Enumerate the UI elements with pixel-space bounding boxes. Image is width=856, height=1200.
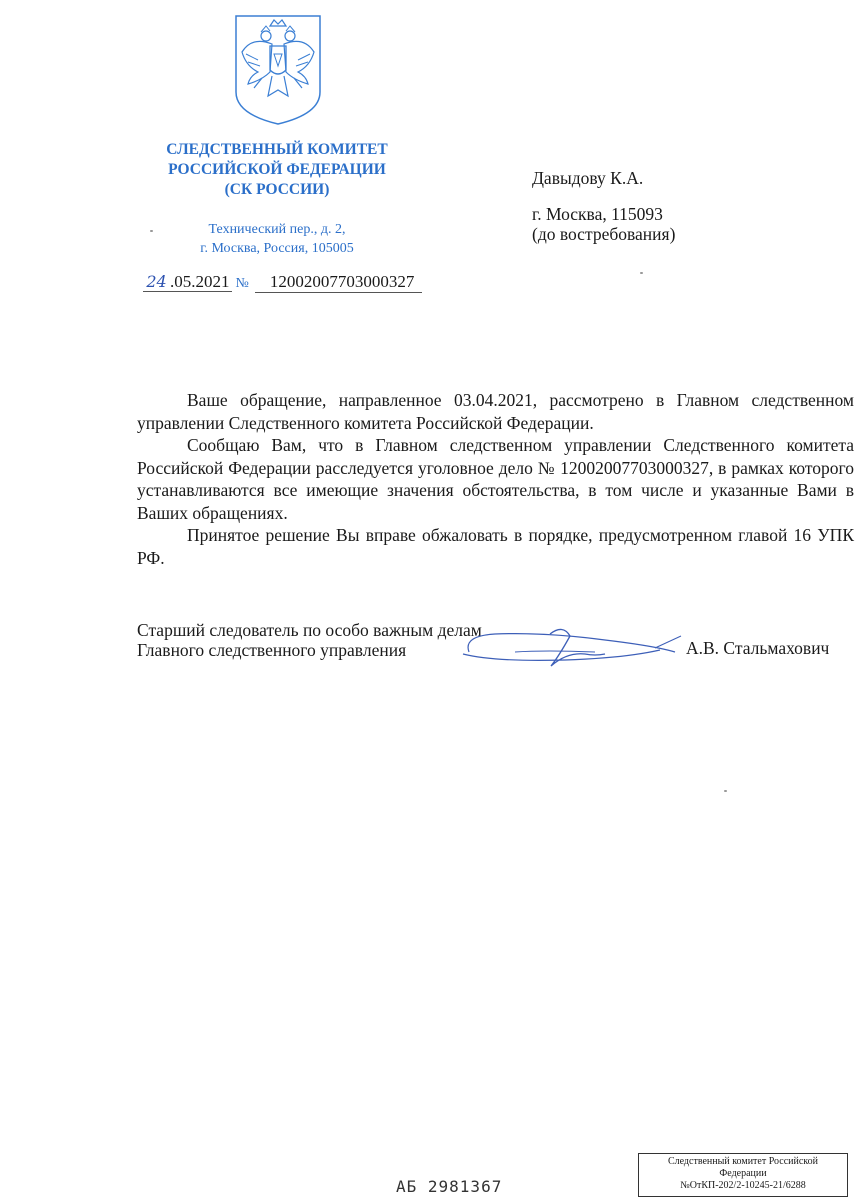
date-month-year: .05.2021 <box>170 272 230 291</box>
recipient-note: (до востребования) <box>532 224 676 244</box>
letter-body <box>137 389 854 569</box>
body-paragraph: Сообщаю Вам, что в Главном следственном управлении Следственного комитета Российской Федерации расследуется уголовное дело № 12002007703000327, в рамках которого устанавливаются все имеющие значения обстоятельства, в том числе и указанные Вами в Ваших обращениях. <box>137 435 854 523</box>
address-line-2: г. Москва, Россия, 105005 <box>200 241 354 256</box>
signer-position-line-1: Старший следователь по особо важным делам <box>137 620 482 640</box>
signer-position-line-2: Главного следственного управления <box>137 640 407 660</box>
signer-position <box>137 620 482 660</box>
org-line-1: СЛЕДСТВЕННЫЙ КОМИТЕТ <box>166 141 388 158</box>
handwritten-signature <box>455 622 685 674</box>
body-paragraph: Ваше обращение, направленное 03.04.2021, рассмотрено в Главном следственном управлении Следственного комитета Российской Федерации. <box>137 390 854 433</box>
date-day-handwritten: 24 <box>143 273 170 292</box>
organization-name <box>130 140 424 200</box>
stamp-line-3: №ОтКП-202/2-10245-21/6288 <box>680 1180 806 1191</box>
org-line-3: (СК РОССИИ) <box>224 181 330 198</box>
address-line-1: Технический пер., д. 2, <box>208 222 346 237</box>
signer-name: А.В. Стальмахович <box>686 638 830 658</box>
date-number-line <box>143 272 422 293</box>
scan-speck <box>724 790 727 792</box>
stamp-line-1: Следственный комитет Российской <box>667 1156 819 1167</box>
number-sign: № <box>235 276 249 291</box>
emblem-icon <box>232 14 324 126</box>
scan-speck <box>640 272 643 274</box>
stamp-line-2: Федерации <box>719 1168 767 1179</box>
scan-speck <box>150 230 153 232</box>
organization-address <box>150 220 404 258</box>
recipient-block <box>532 168 675 244</box>
registration-stamp <box>638 1153 848 1197</box>
document-number: 12002007703000327 <box>255 272 422 293</box>
recipient-city: г. Москва, 115093 <box>532 204 663 224</box>
org-line-2: РОССИЙСКОЙ ФЕДЕРАЦИИ <box>168 161 386 178</box>
recipient-name: Давыдову К.А. <box>532 168 644 188</box>
form-serial-number: АБ 2981367 <box>396 1177 503 1196</box>
body-paragraph: Принятое решение Вы вправе обжаловать в порядке, предусмотренном главой 16 УПК РФ. <box>137 525 854 568</box>
